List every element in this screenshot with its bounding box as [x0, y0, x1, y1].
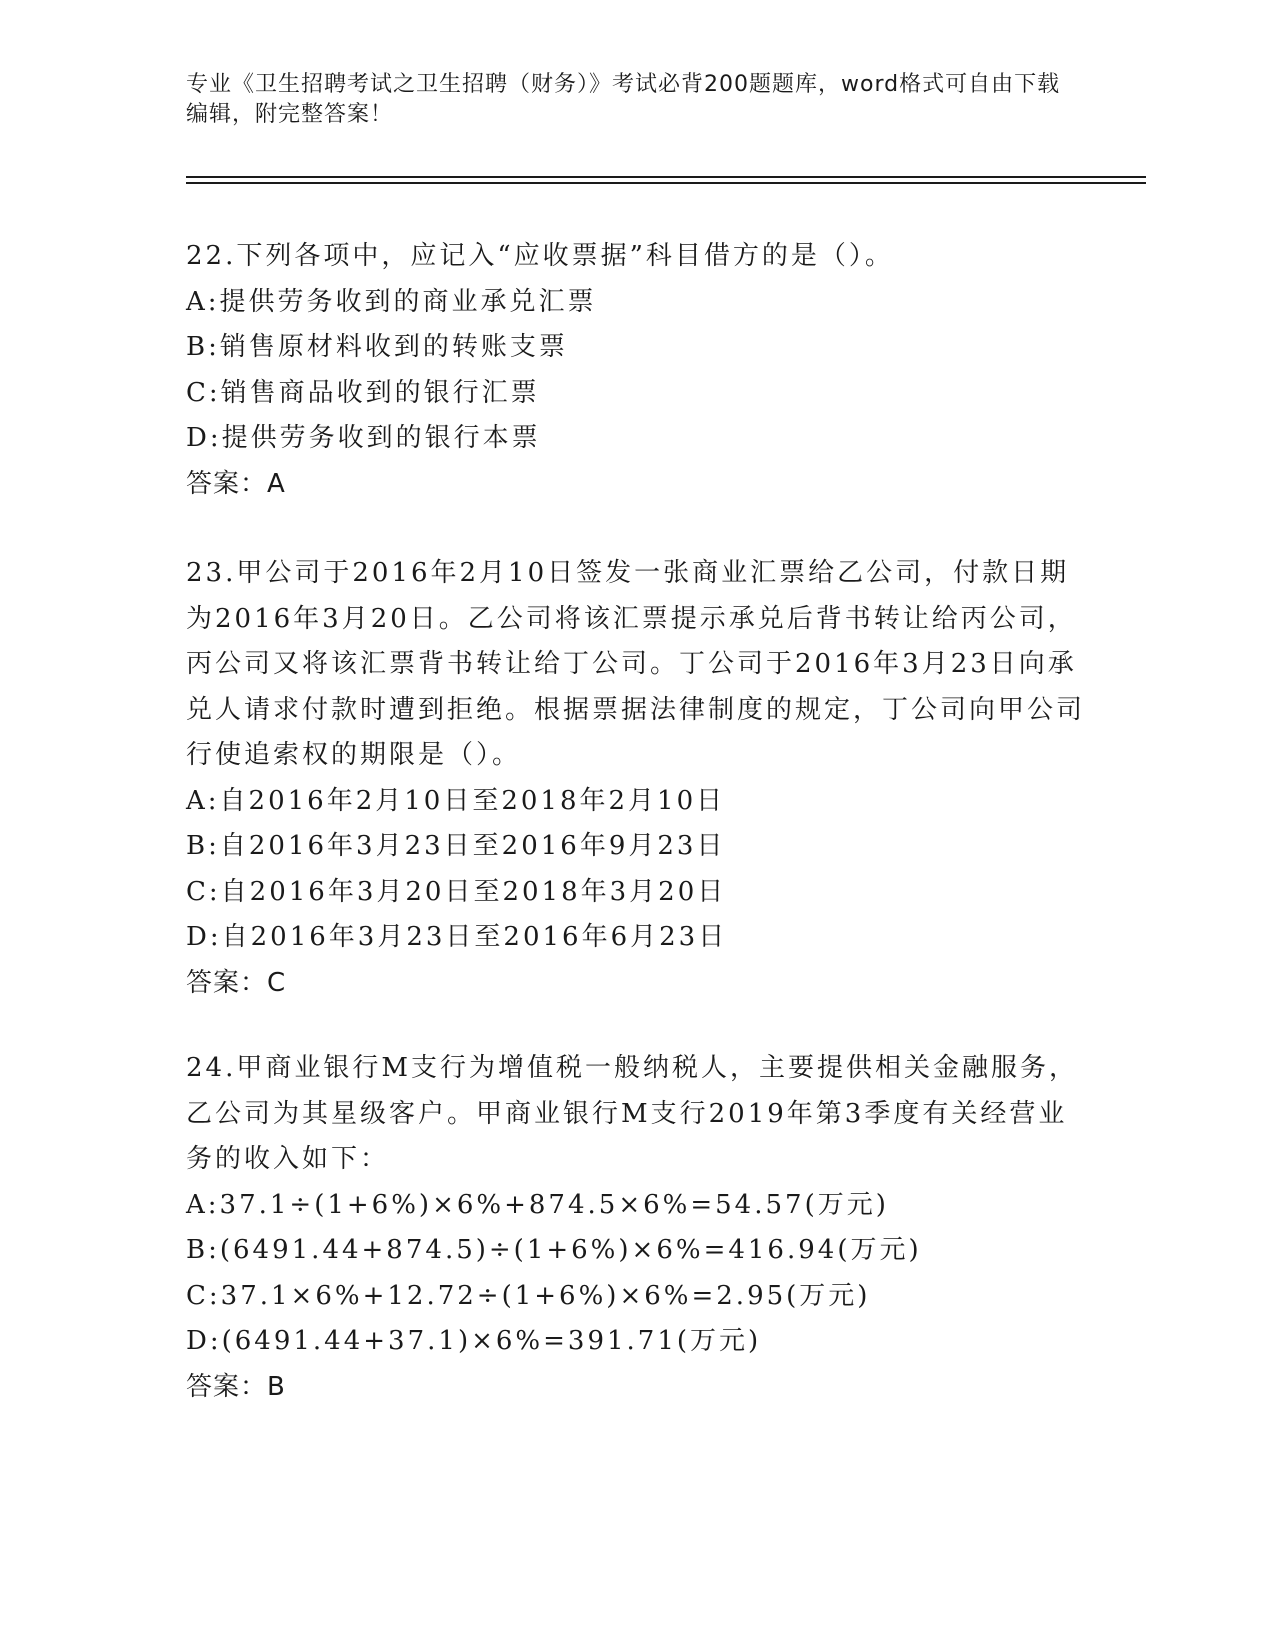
question-stem: 22.下列各项中，应记入“应收票据”科目借方的是（）。: [186, 241, 894, 271]
option-a: A:提供劳务收到的商业承兑汇票: [186, 286, 597, 317]
option-c: C:销售商品收到的银行汇票: [186, 377, 540, 408]
answer: 答案：B: [186, 1371, 286, 1402]
option-c: C:自2016年3月20日至2018年3月20日: [186, 876, 727, 907]
question-23: [186, 551, 1086, 1006]
answer: 答案：C: [186, 967, 287, 998]
option-a: A:自2016年2月10日至2018年2月10日: [186, 785, 726, 816]
option-b: B:销售原材料收到的转账支票: [186, 332, 568, 362]
option-b: B:(6491.44+874.5)÷(1+6%)×6%=416.94(万元): [186, 1235, 922, 1265]
option-a: A:37.1÷(1+6%)×6%+874.5×6%=54.57(万元): [186, 1189, 889, 1220]
header-divider-bottom: [186, 182, 1146, 184]
question-24: [186, 1046, 1086, 1410]
document-header: 专业《卫生招聘考试之卫生招聘（财务）》考试必背200题题库，word格式可自由下载编辑，附完整答案！: [186, 72, 1061, 127]
option-c: C:37.1×6%+12.72÷(1+6%)×6%=2.95(万元): [186, 1280, 871, 1311]
answer: 答案：A: [186, 468, 286, 499]
option-d: D:提供劳务收到的银行本票: [186, 423, 541, 453]
question-stem: 24.甲商业银行M支行为增值税一般纳税人，主要提供相关金融服务，乙公司为其星级客户。甲商业银行M支行2019年第3季度有关经营业务的收入如下：: [186, 1053, 1078, 1174]
option-b: B:自2016年3月23日至2016年9月23日: [186, 831, 726, 861]
option-d: D:(6491.44+37.1)×6%=391.71(万元): [186, 1326, 762, 1356]
header-divider-top: [186, 176, 1146, 178]
question-stem: 23.甲公司于2016年2月10日签发一张商业汇票给乙公司，付款日期为2016年3月20日。乙公司将该汇票提示承兑后背书转让给丙公司，丙公司又将该汇票背书转让给丁公司。丁公司于2016年3月23日向承兑人请求付款时遭到拒绝。根据票据法律制度的规定，丁公司向甲公司行使追索权的期限是（）。: [186, 558, 1086, 770]
option-d: D:自2016年3月23日至2016年6月23日: [186, 922, 728, 952]
question-22: [186, 234, 1086, 507]
